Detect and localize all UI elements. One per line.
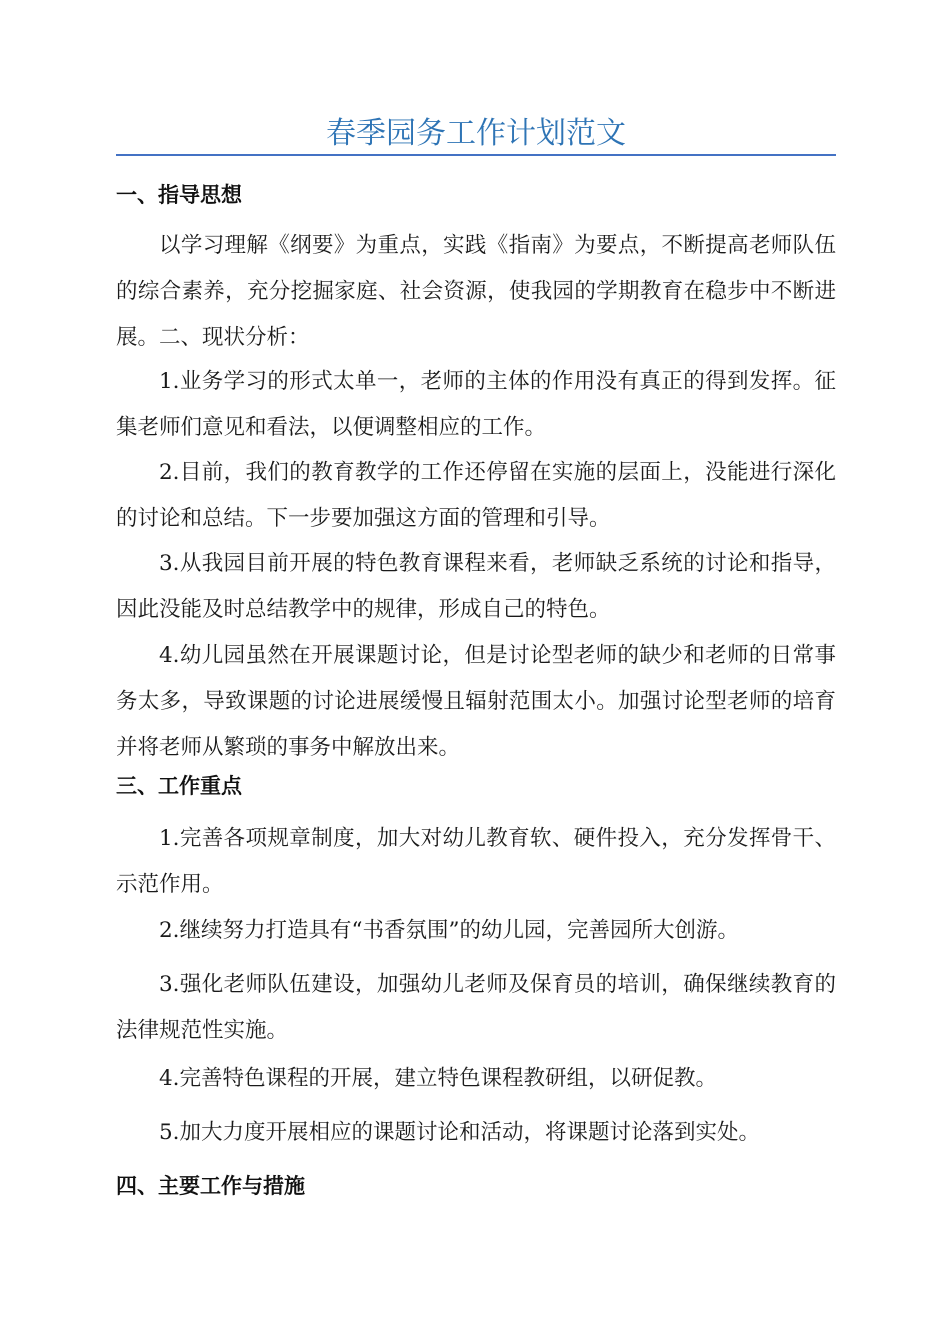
paragraph: 1.完善各项规章制度，加大对幼儿教育软、硬件投入，充分发挥骨干、示范作用。 (116, 826, 836, 897)
paragraph: 3.从我园目前开展的特色教育课程来看，老师缺乏系统的讨论和指导，因此没能及时总结教学中的规律，形成自己的特色。 (116, 551, 836, 622)
section-heading-work-focus: 三、工作重点 (116, 774, 242, 798)
paragraph: 4.幼儿园虽然在开展课题讨论，但是讨论型老师的缺少和老师的日常事务太多，导致课题的讨论进展缓慢且辐射范围太小。加强讨论型老师的培育并将老师从繁琐的事务中解放出来。 (116, 643, 836, 760)
paragraph: 3.强化老师队伍建设，加强幼儿老师及保育员的培训，确保继续教育的法律规范性实施。 (116, 972, 836, 1043)
section-heading-guiding-ideology: 一、指导思想 (116, 183, 242, 207)
paragraph: 5.加大力度开展相应的课题讨论和活动，将课题讨论落到实处。 (159, 1120, 761, 1145)
document-title: 春季园务工作计划范文 (326, 116, 626, 151)
title-underline (116, 154, 836, 156)
paragraph: 4.完善特色课程的开展，建立特色课程教研组，以研促教。 (159, 1066, 718, 1091)
paragraph: 2.目前，我们的教育教学的工作还停留在实施的层面上，没能进行深化的讨论和总结。下一步要加强这方面的管理和引导。 (116, 460, 836, 531)
section-heading-main-measures: 四、主要工作与措施 (116, 1174, 305, 1198)
paragraph: 以学习理解《纲要》为重点，实践《指南》为要点，不断提高老师队伍的综合素养，充分挖掘家庭、社会资源，使我园的学期教育在稳步中不断进展。二、现状分析： (116, 233, 836, 350)
paragraph: 1.业务学习的形式太单一，老师的主体的作用没有真正的得到发挥。征集老师们意见和看法，以便调整相应的工作。 (116, 369, 836, 440)
paragraph: 2.继续努力打造具有“书香氛围”的幼儿园，完善园所大创游。 (159, 918, 739, 943)
